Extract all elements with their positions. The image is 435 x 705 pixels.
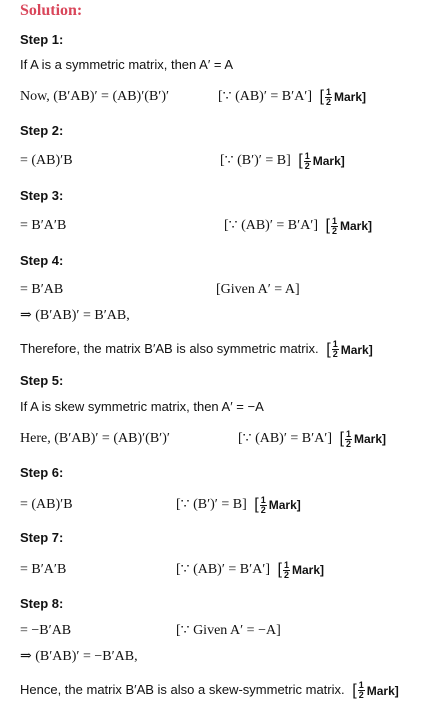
half-mark-badge: [ $\frac{1}{2}$ Mark]: [254, 494, 301, 515]
symmetric-conclusion-row: [20, 338, 373, 360]
step-1-reason: [∵ (AB)′ = B′A′] [ $\frac{1}{2}$ Mark]: [218, 86, 367, 107]
step-4-heading: Step 4:: [20, 253, 64, 268]
step-6-heading: Step 6:: [20, 465, 64, 480]
step-7-heading: Step 7:: [20, 530, 64, 545]
step-1-heading: Step 1:: [20, 32, 64, 47]
step-5-statement: If A is skew symmetric matrix, then A′ = −A: [20, 399, 264, 414]
half-mark-badge: [ $\frac{1}{2}$ Mark]: [339, 428, 387, 449]
step-5-reason: [∵ (AB)′ = B′A′] [ $\frac{1}{2}$ Mark]: [238, 428, 387, 449]
step-1-statement: If A is a symmetric matrix, then A′ = A: [20, 57, 234, 72]
step-6-reason: [∵ (B′)′ = B] [ $\frac{1}{2}$ Mark]: [176, 494, 301, 515]
symmetric-conclusion: Therefore, the matrix B′AB is also symmetric matrix.: [20, 341, 319, 356]
step-1-expression: Now, (B′AB)′ = (AB)′(B′)′: [20, 89, 170, 104]
step-8-heading: Step 8:: [20, 596, 64, 611]
step-8-expression: = −B′AB: [20, 623, 72, 638]
step-4-reason: [Given A′ = A]: [216, 282, 300, 297]
half-mark-badge: [ $\frac{1}{2}$ Mark]: [325, 215, 373, 236]
half-mark-badge: [ $\frac{1}{2}$ Mark]: [277, 559, 325, 580]
step-4-expression: = B′AB: [20, 282, 64, 297]
step-6-expression: = (AB)′B: [20, 497, 73, 512]
half-mark-badge: [ $\frac{1}{2}$ Mark]: [326, 339, 373, 360]
half-mark-badge: [ $\frac{1}{2}$ Mark]: [298, 150, 345, 171]
step-5-expression: Here, (B′AB)′ = (AB)′(B′)′: [20, 431, 170, 446]
step-4-conclusion: ⇒ (B′AB)′ = B′AB,: [20, 308, 130, 323]
half-mark-badge: [ $\frac{1}{2}$ Mark]: [319, 86, 367, 107]
step-8-reason: [∵ Given A′ = −A]: [176, 623, 281, 638]
solution-title: Solution:: [20, 2, 83, 19]
step-3-reason: [∵ (AB)′ = B′A′] [ $\frac{1}{2}$ Mark]: [224, 215, 373, 236]
half-mark-badge: [ $\frac{1}{2}$ Mark]: [352, 680, 399, 701]
step-7-expression: = B′A′B: [20, 562, 67, 577]
step-8-conclusion: ⇒ (B′AB)′ = −B′AB,: [20, 649, 138, 664]
skew-conclusion-row: [20, 679, 399, 701]
step-7-reason: [∵ (AB)′ = B′A′] [ $\frac{1}{2}$ Mark]: [176, 559, 325, 580]
step-2-heading: Step 2:: [20, 123, 64, 138]
skew-conclusion: Hence, the matrix B′AB is also a skew-symmetric matrix.: [20, 682, 345, 697]
step-5-heading: Step 5:: [20, 373, 64, 388]
step-3-expression: = B′A′B: [20, 218, 67, 233]
step-2-expression: = (AB)′B: [20, 153, 73, 168]
step-2-reason: [∵ (B′)′ = B] [ $\frac{1}{2}$ Mark]: [220, 150, 345, 171]
step-3-heading: Step 3:: [20, 188, 64, 203]
